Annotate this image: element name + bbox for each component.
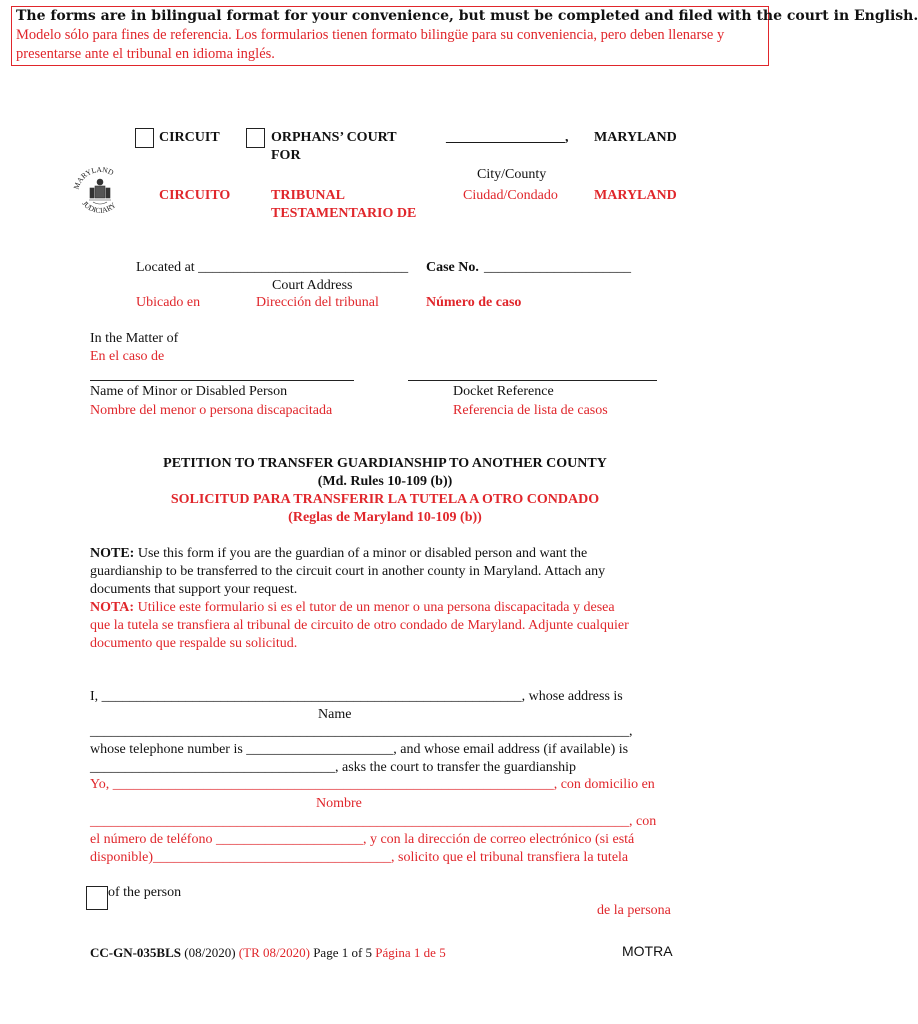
- maryland-label: MARYLAND: [594, 130, 677, 145]
- notice-spanish-line1: Modelo sólo para fines de referencia. Los formularios tienen formato bilingüe para su conveniencia, pero deben llenarse y: [16, 27, 725, 43]
- ciudad-condado-caption: Ciudad/Condado: [463, 188, 558, 203]
- ubicado-en-label: Ubicado en: [136, 295, 201, 310]
- seal-bottom-text: JUDICIARY: [80, 199, 118, 215]
- form-date: (08/2020): [181, 945, 239, 960]
- docket-caption: Docket Reference: [453, 384, 554, 399]
- nota-text-3: documento que respalde su solicitud.: [90, 636, 298, 651]
- person-guardianship-checkbox[interactable]: [86, 886, 108, 910]
- circuito-label: CIRCUITO: [159, 188, 231, 203]
- circuit-label: CIRCUIT: [159, 130, 220, 145]
- name-caption: Name: [318, 707, 352, 722]
- form-footer: [90, 945, 446, 961]
- petitioner-name-line[interactable]: I, ____________________________________________________________, whose address is: [90, 689, 623, 704]
- tribunal-label: TRIBUNAL: [271, 188, 345, 203]
- minor-name-line[interactable]: [90, 380, 354, 381]
- form-title-es: SOLICITUD PARA TRANSFERIR LA TUTELA A OTRO CONDADO: [170, 492, 600, 507]
- docket-reference-line[interactable]: [408, 380, 657, 381]
- language-notice-banner: [11, 6, 918, 66]
- page-number-en: Page 1 of 5: [309, 945, 376, 960]
- court-address-caption: Court Address: [272, 278, 353, 293]
- telefono-correo-line[interactable]: el número de teléfono _____________________, y con la dirección de correo electrónico (si está: [90, 832, 635, 847]
- orphans-for-label: FOR: [271, 148, 301, 163]
- notice-english: The forms are in bilingual format for your convenience, but must be completed and filed with the court in English.: [16, 8, 918, 24]
- orphans-court-checkbox[interactable]: [246, 128, 265, 148]
- of-the-person-label: of the person: [108, 885, 182, 900]
- nota-text-1: Utilice este formulario si es el tutor de un menor o una persona discapacitada y desea: [134, 600, 615, 615]
- nota-es-line1: [90, 600, 615, 616]
- circuit-court-checkbox[interactable]: [135, 128, 154, 148]
- direccion-caption: Dirección del tribunal: [256, 295, 379, 310]
- en-el-caso-label: En el caso de: [90, 349, 165, 364]
- note-en-line1: [90, 546, 587, 562]
- form-id: CC-GN-035BLS: [90, 945, 182, 960]
- note-text-2: guardianship to be transferred to the circuit court in another county in Maryland. Attach any: [90, 564, 606, 579]
- form-tr: (TR 08/2020): [238, 945, 310, 960]
- seal-top-text: MARYLAND: [72, 164, 116, 191]
- referencia-caption: Referencia de lista de casos: [453, 403, 608, 418]
- orphans-court-label: ORPHANS’ COURT: [271, 130, 397, 145]
- address-line[interactable]: _____________________________________________________________________________,: [90, 724, 633, 739]
- email-transfer-line[interactable]: ___________________________________, asks the court to transfer the guardianship: [90, 760, 577, 775]
- numero-caso-label: Número de caso: [426, 295, 522, 310]
- note-label: NOTE:: [90, 546, 135, 561]
- form-rule-en: (Md. Rules 10-109 (b)): [317, 474, 453, 489]
- form-title-en: PETITION TO TRANSFER GUARDIANSHIP TO ANOTHER COUNTY: [163, 456, 607, 471]
- city-county-blank[interactable]: _________________,: [446, 130, 569, 145]
- phone-email-line[interactable]: whose telephone number is _____________________, and whose email address (if available) is: [90, 742, 629, 757]
- yo-nombre-line[interactable]: Yo, _______________________________________________________________, con domicilio en: [90, 777, 655, 792]
- case-no-label: Case No.: [426, 260, 479, 275]
- located-at-field[interactable]: Located at ______________________________: [136, 260, 409, 275]
- form-rule-es: (Reglas de Maryland 10-109 (b)): [288, 510, 482, 525]
- maryland-label-es: MARYLAND: [594, 188, 677, 203]
- maryland-judiciary-seal-icon: [72, 160, 128, 224]
- svg-text:MARYLAND: [72, 165, 116, 191]
- disponible-line[interactable]: disponible)__________________________________, solicito que el tribunal transfiera la tutela: [90, 850, 629, 865]
- city-county-caption: City/County: [477, 167, 547, 182]
- nombre-caption: Nombre: [316, 796, 362, 811]
- nota-text-2: que la tutela se transfiera al tribunal de circuito de otro condado de Maryland. Adjunte cualquier: [90, 618, 629, 633]
- note-text-1: Use this form if you are the guardian of a minor or disabled person and want the: [134, 546, 588, 561]
- nota-label: NOTA:: [90, 600, 135, 615]
- motra-code: MOTRA: [622, 943, 673, 959]
- notice-spanish-line2: presentarse ante el tribunal en idioma inglés.: [16, 46, 275, 62]
- testamentario-label: TESTAMENTARIO DE: [271, 206, 417, 221]
- domicilio-line[interactable]: _____________________________________________________________________________, con: [90, 814, 657, 829]
- name-minor-caption: Name of Minor or Disabled Person: [90, 384, 288, 399]
- svg-text:JUDICIARY: [80, 199, 118, 215]
- nombre-menor-caption: Nombre del menor o persona discapacitada: [90, 403, 333, 418]
- note-text-3: documents that support your request.: [90, 582, 298, 597]
- de-la-persona-label: de la persona: [597, 903, 671, 918]
- in-matter-of-label: In the Matter of: [90, 331, 179, 346]
- case-no-field[interactable]: _____________________: [484, 260, 631, 275]
- page-number-es: Página 1 de 5: [375, 945, 446, 960]
